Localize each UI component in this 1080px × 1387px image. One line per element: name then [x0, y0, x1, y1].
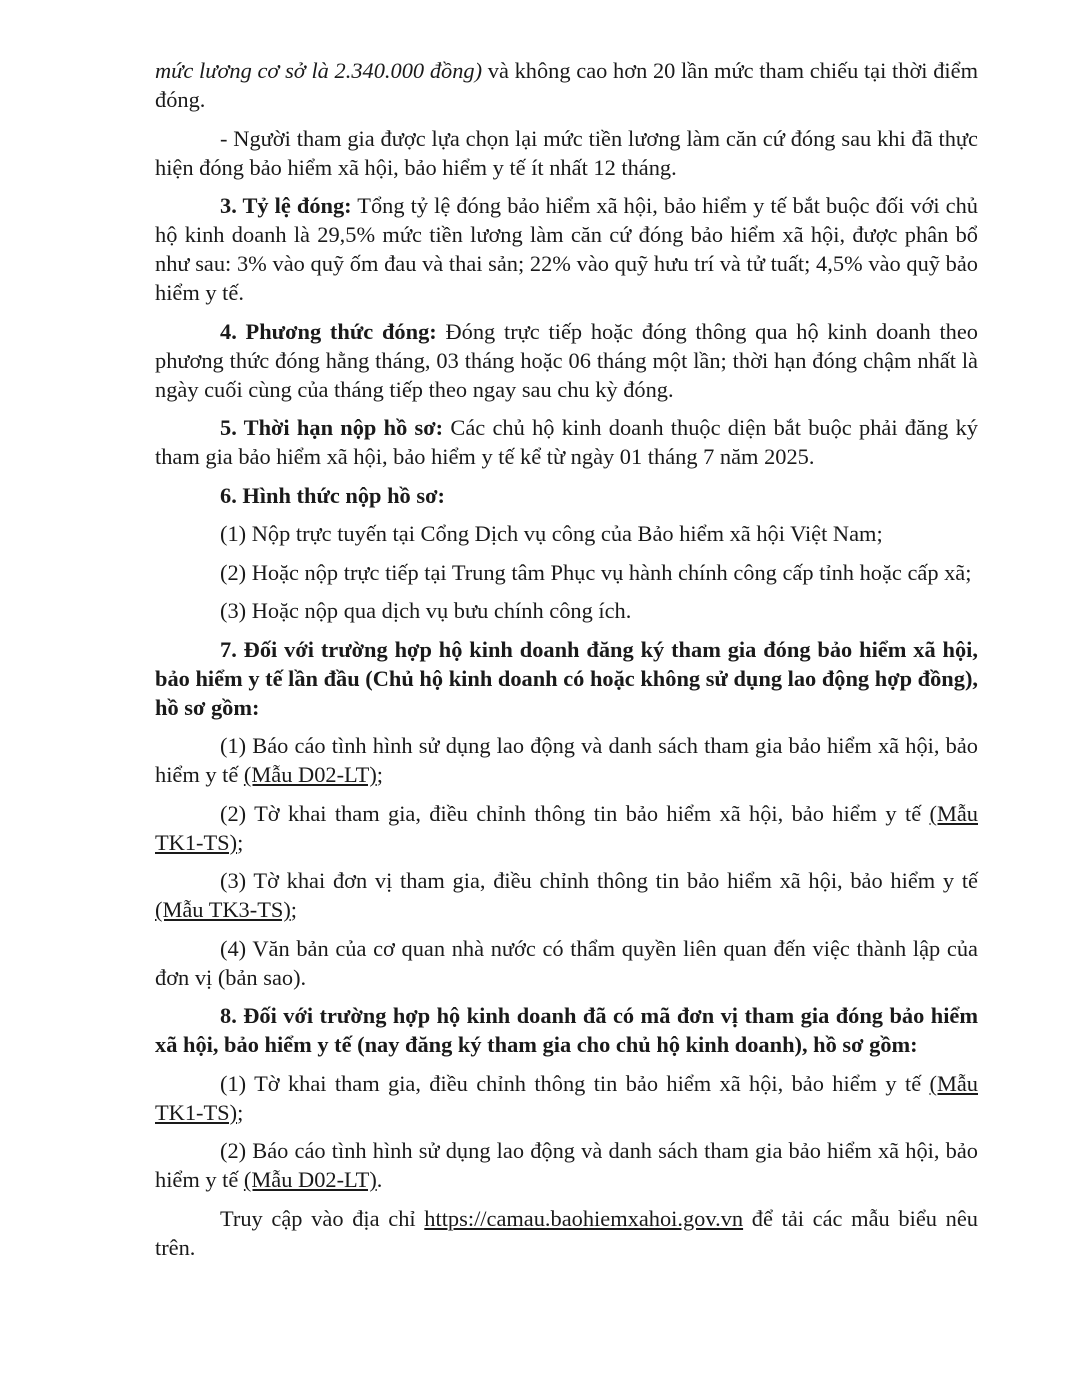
section-7-item: [155, 799, 978, 857]
section-7-item: [155, 866, 978, 924]
section-4-body: Đóng trực tiếp hoặc đóng thông qua hộ kinh doanh theo phương thức đóng hằng tháng, 03 tháng hoặc 06 tháng một lần; thời hạn đóng chậm nhất là ngày cuối cùng của tháng tiếp theo ngay sau chu kỳ đóng.: [155, 318, 978, 402]
section-5-body: Các chủ hộ kinh doanh thuộc diện bắt buộc phải đăng ký tham gia bảo hiểm xã hội, bảo hiểm y tế kể từ ngày 01 tháng 7 năm 2025.: [155, 415, 978, 469]
form-link-tk1-ts[interactable]: (Mẫu TK1-TS): [155, 1070, 978, 1125]
section-6-item: (2) Hoặc nộp trực tiếp tại Trung tâm Phục vụ hành chính công cấp tỉnh hoặc cấp xã;: [220, 559, 972, 585]
section-4-title: 4. Phương thức đóng:: [220, 318, 437, 344]
item-text: (1) Tờ khai tham gia, điều chỉnh thông tin bảo hiểm xã hội, bảo hiểm y tế: [220, 1070, 930, 1096]
section-8-item: [155, 1069, 978, 1127]
section-6-title: 6. Hình thức nộp hồ sơ:: [220, 482, 445, 508]
section-6-item: (3) Hoặc nộp qua dịch vụ bưu chính công ích.: [220, 598, 632, 623]
download-site-link[interactable]: https://camau.baohiemxahoi.gov.vn: [424, 1205, 744, 1231]
section-7-title: 7. Đối với trường hợp hộ kinh doanh đăng ký tham gia đóng bảo hiểm xã hội, bảo hiểm y tế lần đầu (Chủ hộ kinh doanh có hoặc không sử dụng lao động hợp đồng), hồ sơ gồm:: [155, 636, 978, 720]
item-punct: .: [376, 1167, 383, 1192]
section-7-item: [155, 731, 978, 789]
section-6-item: (1) Nộp trực tuyến tại Cổng Dịch vụ công của Bảo hiểm xã hội Việt Nam;: [220, 521, 883, 546]
item-text: (2) Tờ khai tham gia, điều chỉnh thông tin bảo hiểm xã hội, bảo hiểm y tế: [220, 800, 930, 826]
section-3-title: 3. Tỷ lệ đóng:: [220, 193, 352, 218]
salary-base-text: mức lương cơ sở là 2.340.000 đồng): [155, 58, 483, 83]
item-text: (3) Tờ khai đơn vị tham gia, điều chỉnh thông tin bảo hiểm xã hội, bảo hiểm y tế: [220, 868, 978, 893]
item-punct: ;: [290, 897, 298, 922]
form-link-tk3-ts[interactable]: (Mẫu TK3-TS): [155, 897, 291, 922]
salary-cap-text: và không cao hơn 20 lần mức tham chiếu tại thời điểm đóng.: [155, 58, 978, 112]
section-5-deadline: [155, 413, 978, 471]
footer-download-note: [155, 1204, 978, 1262]
form-link-d02-lt[interactable]: (Mẫu D02-LT): [243, 1167, 377, 1192]
paragraph-reselect-salary: - Người tham gia được lựa chọn lại mức tiền lương làm căn cứ đóng sau khi đã thực hiện đóng bảo hiểm xã hội, bảo hiểm y tế ít nhất 12 tháng.: [155, 125, 978, 180]
item-punct: ;: [376, 762, 384, 787]
section-3-contribution-rate: [155, 191, 978, 307]
section-7-item: (4) Văn bản của cơ quan nhà nước có thẩm quyền liên quan đến việc thành lập của đơn vị (bản sao).: [155, 935, 978, 990]
section-5-title: 5. Thời hạn nộp hồ sơ:: [220, 415, 444, 440]
section-8-title: 8. Đối với trường hợp hộ kinh doanh đã có mã đơn vị tham gia đóng bảo hiểm xã hội, bảo hiểm y tế (nay đăng ký tham gia cho chủ hộ kinh doanh), hồ sơ gồm:: [155, 1003, 978, 1057]
form-link-tk1-ts[interactable]: (Mẫu TK1-TS): [155, 800, 978, 855]
item-text: (2) Báo cáo tình hình sử dụng lao động và danh sách tham gia bảo hiểm xã hội, bảo hiểm y tế: [155, 1138, 978, 1192]
footer-text: Truy cập vào địa chỉ: [220, 1205, 425, 1231]
section-4-payment-method: [155, 317, 978, 404]
item-text: (1) Báo cáo tình hình sử dụng lao động và danh sách tham gia bảo hiểm xã hội, bảo hiểm y tế: [155, 733, 978, 787]
form-link-d02-lt[interactable]: (Mẫu D02-LT): [243, 762, 377, 787]
item-punct: ;: [237, 1099, 244, 1125]
section-3-body: Tổng tỷ lệ đóng bảo hiểm xã hội, bảo hiểm y tế bắt buộc đối với chủ hộ kinh doanh là 29,5% mức tiền lương làm căn cứ đóng bảo hiểm xã hội, được phân bổ như sau: 3% vào quỹ ốm đau và thai sản; 22% vào quỹ hưu trí và tử tuất; 4,5% vào quỹ bảo hiểm y tế.: [155, 193, 978, 305]
item-punct: ;: [237, 829, 244, 855]
section-8-item: [155, 1136, 978, 1194]
paragraph-salary-cap: [155, 56, 978, 114]
footer-text: để tải các mẫu biểu nêu trên.: [155, 1205, 978, 1260]
